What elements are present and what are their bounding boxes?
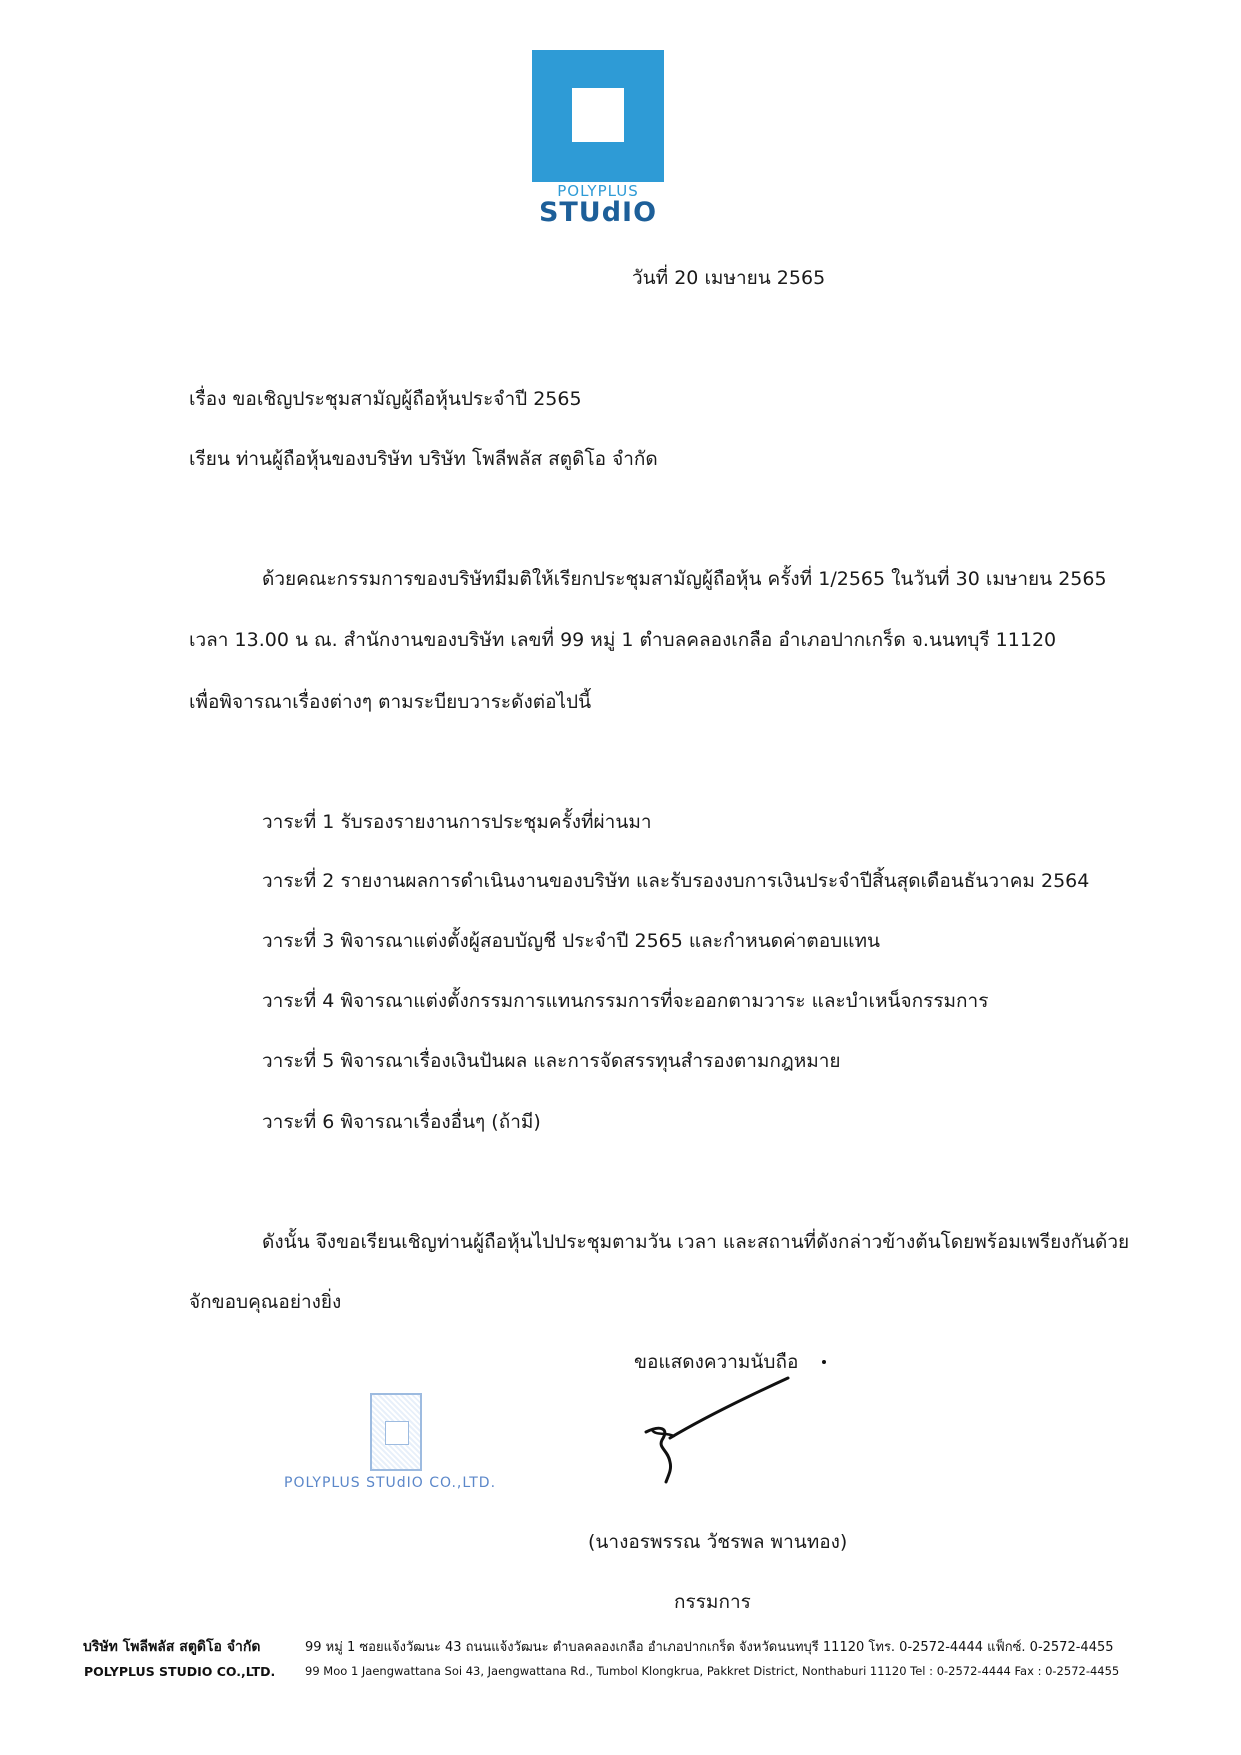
logo-square [572,88,624,142]
intro-line-1: ด้วยคณะกรรมการของบริษัทมีมติให้เรียกประชุมสามัญผู้ถือหุ้น ครั้งที่ 1/2565 ในวันที่ 30 เมษายน 2565 [262,568,1107,590]
stray-mark [822,1360,826,1364]
stamp-text: POLYPLUS STUdIO CO.,LTD. [284,1475,497,1491]
signature-image [640,1370,800,1490]
company-stamp [370,1393,422,1471]
footer-address-en: 99 Moo 1 Jaengwattana Soi 43, Jaengwattana Rd., Tumbol Klongkrua, Pakkret District, Nonthaburi 11120 Tel : 0-2572-4444 Fax : 0-2572-4455 [305,1664,1120,1678]
letter-date: วันที่ 20 เมษายน 2565 [632,267,826,289]
logo-text-polyplus: POLYPLUS [557,182,639,200]
agenda-item: วาระที่ 1 รับรองรายงานการประชุมครั้งที่ผ่านมา [262,811,652,833]
closing-line-1: ดังนั้น จึงขอเรียนเชิญท่านผู้ถือหุ้นไปประชุมตามวัน เวลา และสถานที่ดังกล่าวข้างต้นโดยพร้อมเพรียงกันด้วย [262,1231,1130,1253]
closing-line-2: จักขอบคุณอย่างยิ่ง [189,1291,342,1313]
agenda-item: วาระที่ 2 รายงานผลการดำเนินงานของบริษัท และรับรองงบการเงินประจำปีสิ้นสุดเดือนธันวาคม 2564 [262,870,1090,892]
intro-line-3: เพื่อพิจารณาเรื่องต่างๆ ตามระบียบวาระดังต่อไปนี้ [189,691,592,713]
stamp-square [385,1421,409,1445]
footer-company-th: บริษัท โพลีพลัส สตูดิโอ จำกัด [83,1639,261,1655]
letter-subject: เรื่อง ขอเชิญประชุมสามัญผู้ถือหุ้นประจำปี 2565 [189,388,582,410]
agenda-item: วาระที่ 3 พิจารณาแต่งตั้งผู้สอบบัญชี ประจำปี 2565 และกำหนดค่าตอบแทน [262,930,880,952]
agenda-item: วาระที่ 4 พิจารณาแต่งตั้งกรรมการแทนกรรมการที่จะออกตามวาระ และบำเหน็จกรรมการ [262,990,989,1012]
agenda-item: วาระที่ 5 พิจารณาเรื่องเงินปันผล และการจัดสรรทุนสำรองตามกฎหมาย [262,1050,841,1072]
agenda-item: วาระที่ 6 พิจารณาเรื่องอื่นๆ (ถ้ามี) [262,1111,541,1133]
regards: ขอแสดงความนับถือ [634,1351,799,1373]
footer-company-en: POLYPLUS STUDIO CO.,LTD. [84,1664,276,1679]
signer-title: กรรมการ [674,1591,751,1613]
footer-address-th: 99 หมู่ 1 ซอยแจ้งวัฒนะ 43 ถนนแจ้งวัฒนะ ตำบลคลองเกลือ อำเภอปากเกร็ด จังหวัดนนทบุรี 11120 โทร. 0-2572-4444 แฟ็กซ์. 0-2572-4455 [305,1640,1114,1655]
signer-name: (นางอรพรรณ วัชรพล พานทอง) [588,1531,848,1553]
logo-text-studio: STUdIO [538,197,658,228]
company-logo [532,50,664,182]
letter-recipient: เรียน ท่านผู้ถือหุ้นของบริษัท บริษัท โพลีพลัส สตูดิโอ จำกัด [189,448,658,470]
intro-line-2: เวลา 13.00 น ณ. สำนักงานของบริษัท เลขที่ 99 หมู่ 1 ตำบลคลองเกลือ อำเภอปากเกร็ด จ.นนทบุรี 11120 [189,629,1057,651]
